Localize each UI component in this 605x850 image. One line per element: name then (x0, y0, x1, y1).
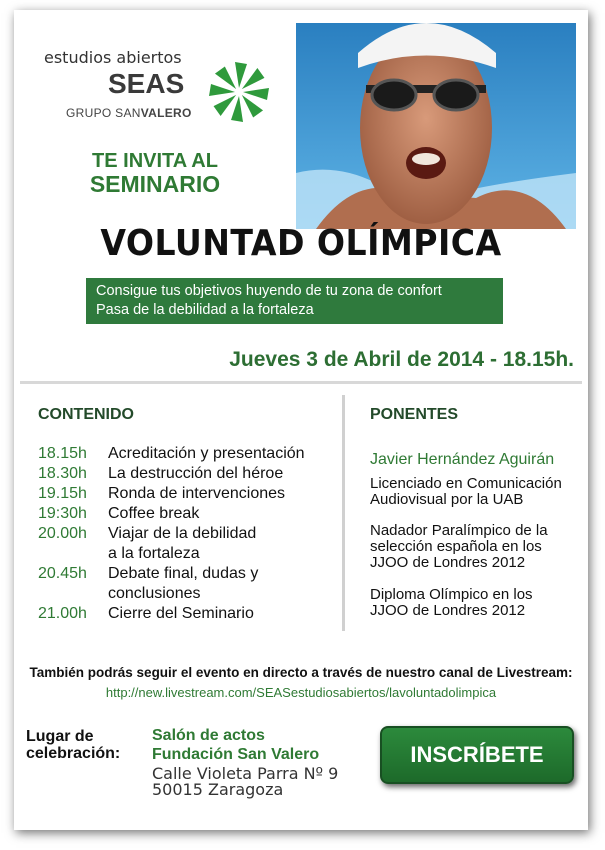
speaker-credential: Diploma Olímpico en los JJOO de Londres 2012 (370, 586, 533, 619)
list-item: 19.15h Ronda de intervenciones (38, 485, 286, 502)
venue-address: Calle Violeta Parra Nº 9 50015 Zaragoza (152, 764, 339, 799)
banner-line1: Consigue tus objetivos huyendo de tu zona de confort (96, 283, 442, 299)
logo-brand: SEAS (108, 68, 185, 99)
livestream-link[interactable]: http://new.livestream.com/SEASestudiosabiertos/lavoluntadolimpica (105, 685, 497, 700)
subtitle-banner (86, 278, 503, 324)
list-item: 20.00h Viajar de la debilidad a la fortaleza (38, 525, 257, 562)
invite-heading (14, 150, 296, 196)
speaker-name: Javier Hernández Aguirán (370, 451, 555, 468)
list-item: 18.30h La destrucción del héroe (38, 465, 284, 482)
banner-line2: Pasa de la debilidad a la fortaleza (96, 302, 314, 318)
list-item: 21.00h Cierre del Seminario (38, 605, 254, 622)
contenido-heading: CONTENIDO (38, 406, 134, 423)
seas-star-icon (207, 60, 271, 124)
schedule-list (38, 444, 338, 624)
livestream-note: También podrás seguir el evento en directo a través de nuestro canal de Livestream: (29, 665, 573, 680)
column-divider (342, 395, 345, 631)
invite-line1: TE INVITA AL (92, 150, 218, 172)
logo-group: GRUPO SANVALERO (66, 106, 192, 120)
place-label: Lugar de celebración: (26, 728, 121, 762)
venue-name: Salón de actos Fundación San Valero (152, 727, 320, 763)
register-button[interactable]: INSCRÍBETE (380, 726, 574, 784)
list-item: 20.45h Debate final, dudas y conclusiones (38, 565, 259, 602)
list-item: 19:30h Coffee break (38, 505, 200, 522)
list-item: 18.15h Acreditación y presentación (38, 445, 305, 462)
swimmer-photo (296, 23, 576, 229)
seminar-title: VOLUNTAD OLÍMPICA (100, 223, 502, 264)
divider (20, 381, 582, 384)
logo-tagline: estudios abiertos (44, 48, 182, 67)
flyer (14, 10, 588, 830)
event-date: Jueves 3 de Abril de 2014 - 18.15h. (229, 348, 574, 371)
speaker-credential: Nadador Paralímpico de la selección española en los JJOO de Londres 2012 (370, 522, 548, 571)
speaker-credential: Licenciado en Comunicación Audiovisual por la UAB (370, 475, 562, 508)
ponentes-heading: PONENTES (370, 406, 459, 423)
invite-line2: SEMINARIO (89, 171, 221, 197)
